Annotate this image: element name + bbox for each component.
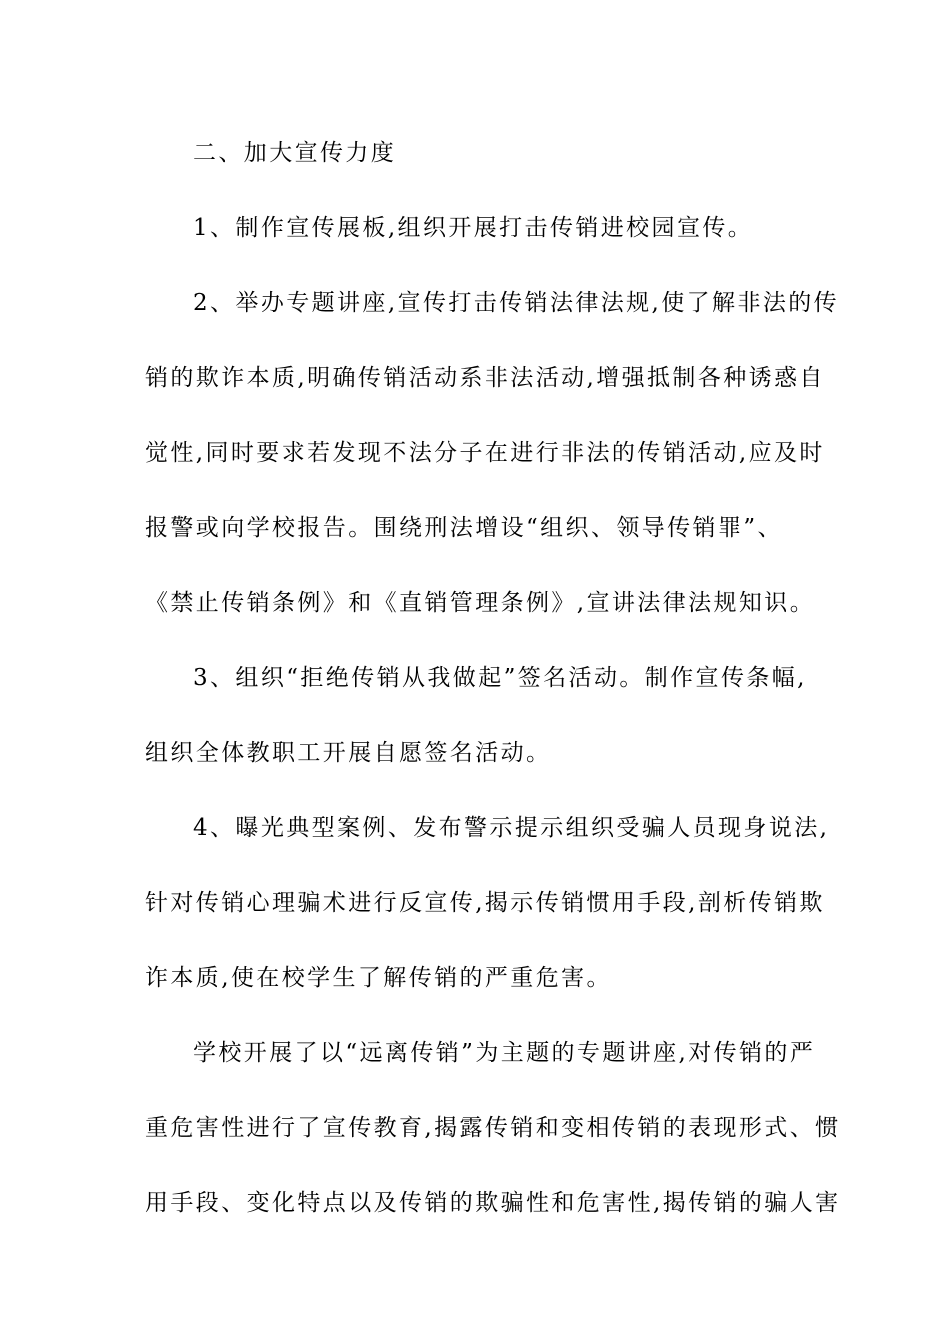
paragraph-line: 1、制作宣传展板,组织开展打击传销进校园宣传。 — [193, 215, 754, 241]
paragraph-line: 诈本质,使在校学生了解传销的严重危害。 — [145, 965, 612, 991]
section-heading: 二、加大宣传力度 — [193, 140, 397, 166]
paragraph-line: 销的欺诈本质,明确传销活动系非法活动,增强抵制各种诱惑自 — [145, 365, 825, 391]
paragraph-line: 《禁止传销条例》和《直销管理条例》,宣讲法律法规知识。 — [145, 590, 816, 616]
paragraph-line: 学校开展了以“远离传销”为主题的专题讲座,对传销的严 — [193, 1040, 816, 1066]
paragraph-line: 3、组织“拒绝传销从我做起”签名活动。制作宣传条幅, — [193, 665, 807, 691]
paragraph-line: 组织全体教职工开展自愿签名活动。 — [145, 740, 552, 766]
paragraph-line: 针对传销心理骗术进行反宣传,揭示传销惯用手段,剖析传销欺 — [145, 890, 825, 916]
paragraph-line: 4、曝光典型案例、发布警示提示组织受骗人员现身说法, — [193, 815, 830, 841]
paragraph-line: 报警或向学校报告。围绕刑法增设“组织、领导传销罪”、 — [145, 515, 783, 541]
paragraph-line: 觉性,同时要求若发现不法分子在进行非法的传销活动,应及时 — [145, 440, 825, 466]
paragraph-line: 重危害性进行了宣传教育,揭露传销和变相传销的表现形式、惯 — [145, 1115, 841, 1141]
paragraph-line: 2、举办专题讲座,宣传打击传销法律法规,使了解非法的传 — [193, 290, 840, 316]
paragraph-line: 用手段、变化特点以及传销的欺骗性和危害性,揭传销的骗人害 — [145, 1190, 841, 1216]
